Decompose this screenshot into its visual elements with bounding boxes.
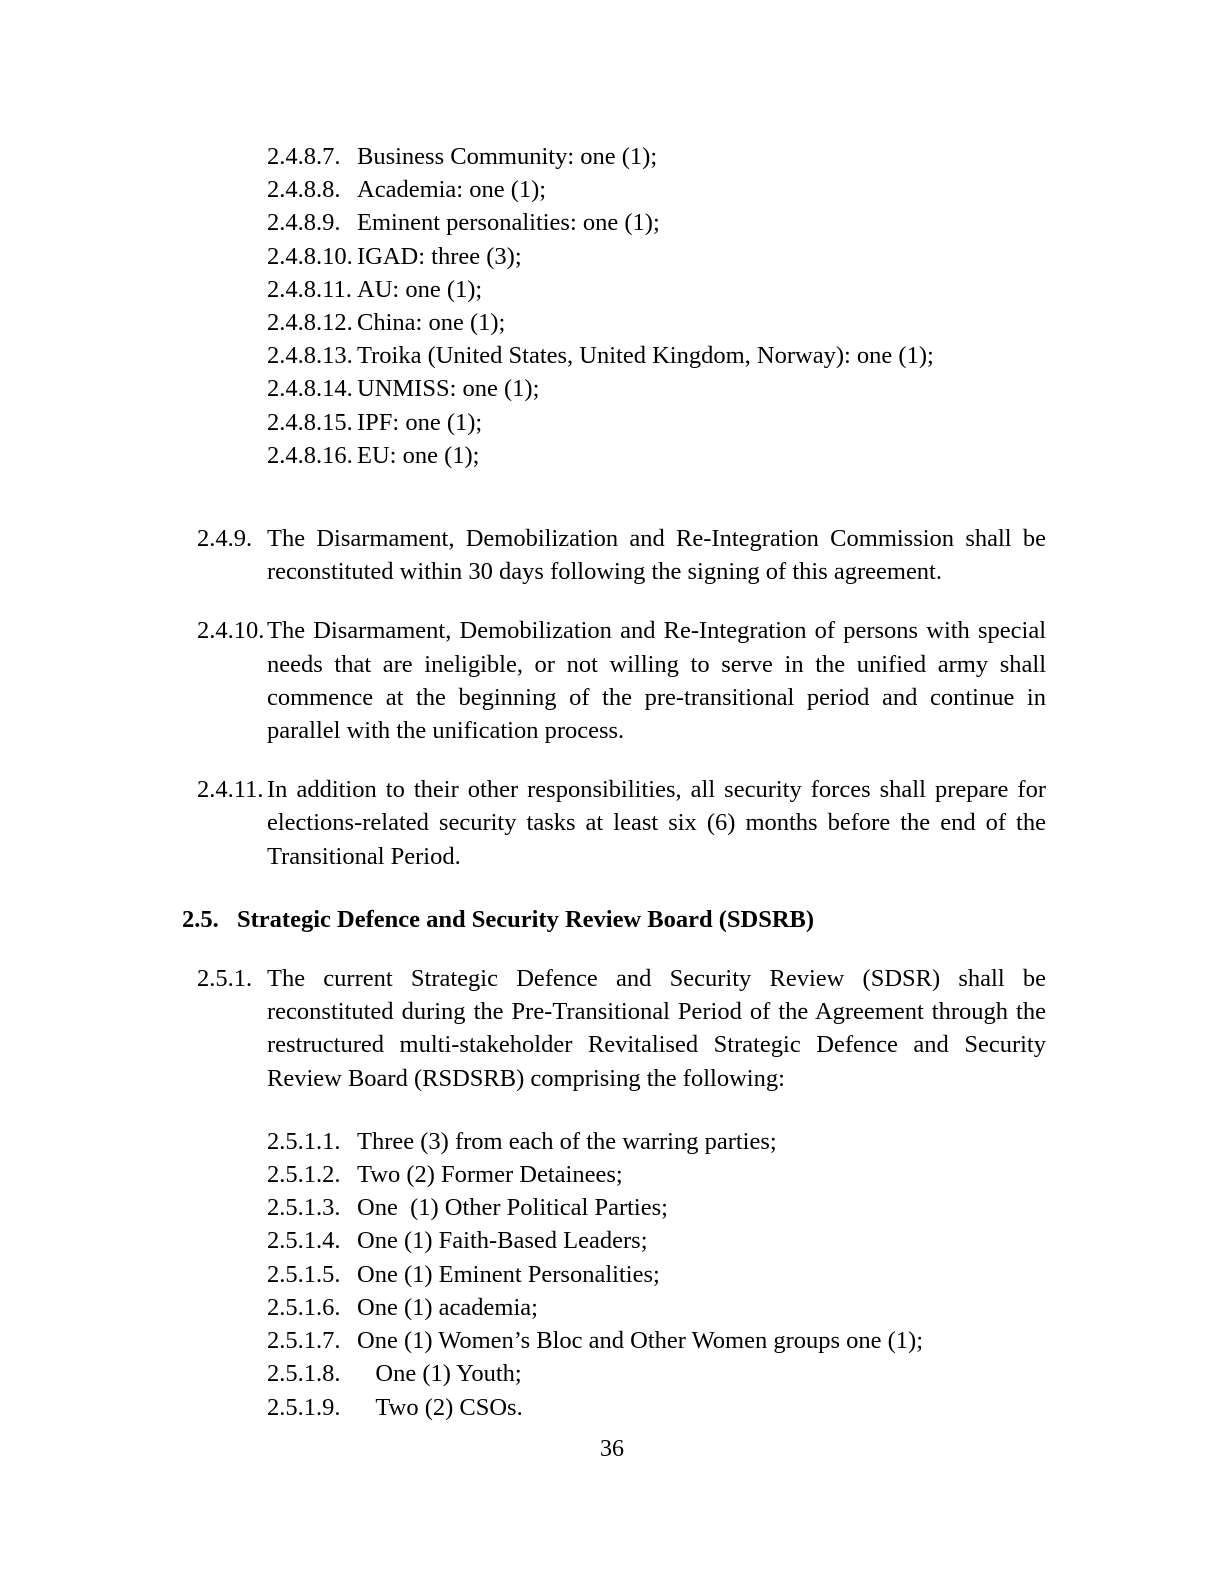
list-item-text: UNMISS: one (1); bbox=[357, 375, 540, 403]
list-item-text: One (1) Eminent Personalities; bbox=[357, 1260, 660, 1288]
clause-text: The Disarmament, Demobilization and Re-Integration of persons with special needs that are ineligible, or not willing to serve in the unified army shall commence at the beginning of the pre-transitional period and continue in parallel with the unification process. bbox=[267, 617, 1053, 745]
list-item-number: 2.5.1.5. bbox=[267, 1260, 341, 1288]
list-item bbox=[182, 1158, 1046, 1191]
section-number: 2.5. bbox=[182, 905, 219, 933]
list-item-text: IGAD: three (3); bbox=[357, 242, 522, 270]
clause-2-4-11 bbox=[182, 773, 1053, 873]
list-item bbox=[182, 140, 1046, 173]
list-item-number: 2.5.1.8. bbox=[267, 1360, 341, 1388]
page-content bbox=[182, 140, 1053, 1424]
clause-text: The Disarmament, Demobilization and Re-Integration Commission shall be reconstituted within 30 days following the signing of this agreement. bbox=[267, 525, 1053, 586]
list-item-text: AU: one (1); bbox=[357, 275, 483, 303]
list-item bbox=[182, 1324, 1046, 1357]
list-item bbox=[182, 406, 1046, 439]
list-item-number: 2.4.8.16. bbox=[267, 441, 353, 469]
list-item-number: 2.4.8.10. bbox=[267, 242, 353, 270]
list-item-text: Two (2) Former Detainees; bbox=[357, 1161, 623, 1189]
list-item-number: 2.4.8.15. bbox=[267, 408, 353, 436]
list-item-text: One (1) Women’s Bloc and Other Women groups one (1); bbox=[357, 1327, 924, 1355]
list-item-number: 2.5.1.2. bbox=[267, 1161, 341, 1189]
list-item bbox=[182, 173, 1046, 206]
list-item bbox=[182, 206, 1046, 239]
list-2-4-8 bbox=[182, 140, 1046, 472]
list-item bbox=[182, 1357, 1046, 1390]
list-item-number: 2.5.1.7. bbox=[267, 1327, 341, 1355]
list-item-number: 2.4.8.11. bbox=[267, 275, 352, 303]
list-item bbox=[182, 1125, 1046, 1158]
page-number: 36 bbox=[600, 1436, 624, 1462]
list-item-text: Eminent personalities: one (1); bbox=[357, 209, 660, 237]
list-item bbox=[182, 1224, 1046, 1257]
clause-2-4-10 bbox=[182, 614, 1053, 747]
list-item bbox=[182, 339, 1046, 372]
list-item-text: Three (3) from each of the warring parties; bbox=[357, 1127, 777, 1155]
list-item-text: Two (2) CSOs. bbox=[357, 1393, 523, 1421]
list-item-text: IPF: one (1); bbox=[357, 408, 483, 436]
list-item-text: EU: one (1); bbox=[357, 441, 480, 469]
clause-number: 2.4.10. bbox=[197, 617, 265, 645]
list-item-number: 2.5.1.6. bbox=[267, 1293, 341, 1321]
list-item bbox=[182, 240, 1046, 273]
list-item bbox=[182, 1391, 1046, 1424]
list-item bbox=[182, 1191, 1046, 1224]
list-item bbox=[182, 273, 1046, 306]
list-item-number: 2.5.1.1. bbox=[267, 1127, 341, 1155]
list-item-number: 2.4.8.14. bbox=[267, 375, 353, 403]
list-item-number: 2.4.8.9. bbox=[267, 209, 341, 237]
list-item-number: 2.5.1.9. bbox=[267, 1393, 341, 1421]
clause-2-5-1 bbox=[182, 962, 1053, 1095]
list-item-number: 2.5.1.3. bbox=[267, 1194, 341, 1222]
list-item bbox=[182, 1258, 1046, 1291]
section-title: Strategic Defence and Security Review Board (SDSRB) bbox=[237, 905, 815, 933]
list-item-text: China: one (1); bbox=[357, 309, 506, 337]
list-item-number: 2.4.8.7. bbox=[267, 143, 341, 170]
list-item-text: Troika (United States, United Kingdom, Norway): one (1); bbox=[357, 342, 934, 370]
list-item-text: One (1) Other Political Parties; bbox=[357, 1194, 668, 1222]
spacer bbox=[182, 472, 1046, 496]
list-item-number: 2.4.8.8. bbox=[267, 176, 341, 204]
clause-number: 2.5.1. bbox=[197, 965, 253, 993]
list-item-text: Business Community: one (1); bbox=[357, 143, 658, 170]
list-item-number: 2.5.1.4. bbox=[267, 1227, 341, 1255]
clause-2-4-9 bbox=[182, 522, 1053, 588]
list-item-number: 2.4.8.13. bbox=[267, 342, 353, 370]
list-item bbox=[182, 439, 1046, 472]
list-item-text: Academia: one (1); bbox=[357, 176, 547, 204]
clause-number: 2.4.9. bbox=[197, 525, 253, 553]
clause-text: The current Strategic Defence and Security Review (SDSR) shall be reconstituted during the Pre-Transitional Period of the Agreement through the restructured multi-stakeholder Revitalised Strategic Defence and Security Review Board (RSDSRB) comprising the following: bbox=[267, 965, 1053, 1092]
list-item-text: One (1) academia; bbox=[357, 1293, 538, 1321]
list-item bbox=[182, 1291, 1046, 1324]
section-heading-2-5 bbox=[182, 903, 1046, 936]
list-item bbox=[182, 372, 1046, 405]
spacer bbox=[182, 1095, 1046, 1125]
list-item-text: One (1) Faith-Based Leaders; bbox=[357, 1227, 648, 1255]
list-2-5-1 bbox=[182, 1125, 1046, 1424]
clause-text: In addition to their other responsibilities, all security forces shall prepare for elections-related security tasks at least six (6) months before the end of the Transitional Period. bbox=[267, 776, 1053, 870]
clause-number: 2.4.11. bbox=[197, 776, 264, 804]
list-item bbox=[182, 306, 1046, 339]
list-item-text: One (1) Youth; bbox=[357, 1360, 522, 1388]
list-item-number: 2.4.8.12. bbox=[267, 309, 353, 337]
